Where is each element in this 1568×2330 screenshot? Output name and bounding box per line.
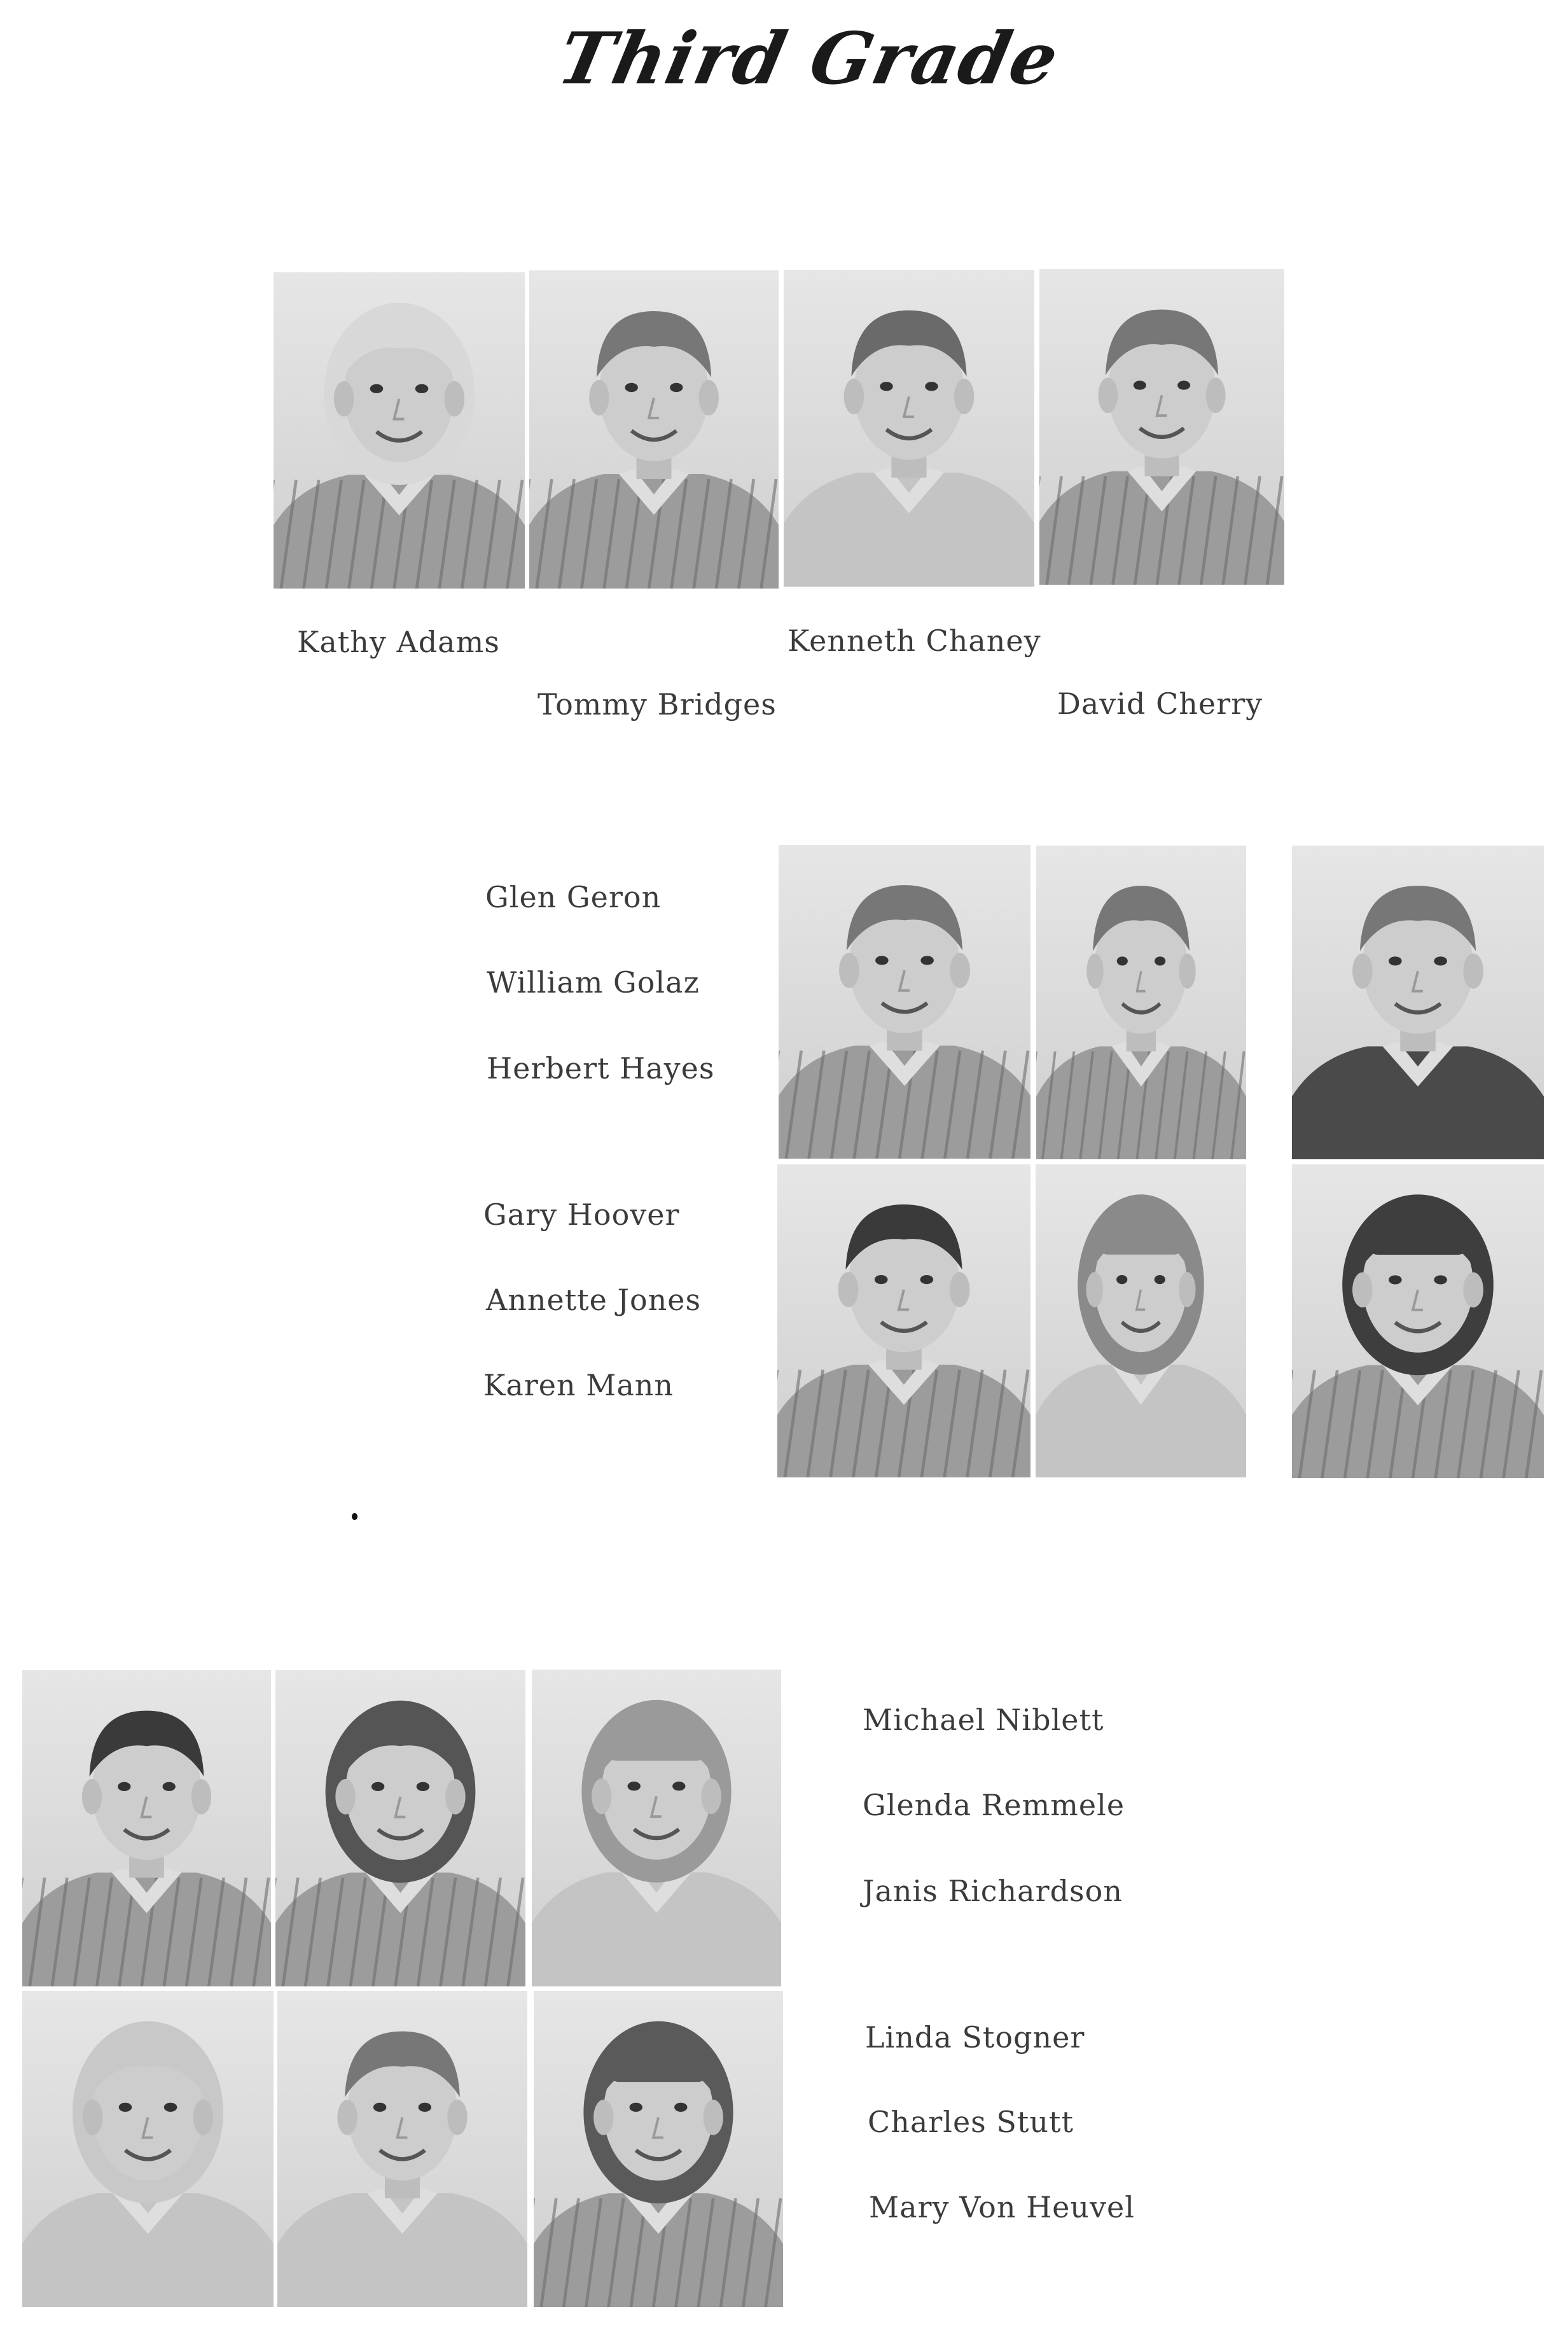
portrait-image [274,272,525,589]
student-photo-janis-richardson [532,1670,781,1986]
student-photo-annette-jones [1036,1164,1246,1477]
student-name: Kenneth Chaney [787,624,1041,658]
portrait-image [532,1670,781,1986]
student-name: Karen Mann [483,1368,674,1402]
student-name: William Golaz [487,965,700,1000]
student-name: Annette Jones [486,1283,702,1317]
student-name: Glen Geron [485,880,662,914]
student-photo-tommy-bridges [529,270,779,589]
student-name: Janis Richardson [863,1874,1123,1908]
portrait-image [1036,1164,1246,1477]
student-name: Linda Stogner [865,2020,1085,2054]
student-photo-glen-geron [779,845,1030,1159]
portrait-image [779,845,1030,1159]
portrait-image [275,1670,525,1986]
student-name: Mary Von Heuvel [869,2190,1135,2224]
portrait-image [529,270,779,589]
student-photo-herbert-hayes [1292,846,1544,1159]
portrait-image [1036,846,1246,1159]
student-photo-kenneth-chaney [784,270,1034,587]
portrait-image [22,1670,271,1986]
page-title: Third Grade [551,17,1067,101]
student-photo-william-golaz [1036,846,1246,1159]
portrait-image [1039,269,1284,585]
portrait-image [1292,1164,1544,1478]
student-name: Glenda Remmele [863,1788,1125,1822]
student-photo-david-cherry [1039,269,1284,585]
student-photo-karen-mann [1292,1164,1544,1478]
portrait-image [777,1164,1030,1477]
print-speck [352,1513,357,1520]
portrait-image [534,1991,783,2307]
student-photo-charles-stutt [277,1991,527,2307]
student-photo-kathy-adams [274,272,525,589]
student-name: Tommy Bridges [538,687,777,722]
student-photo-gary-hoover [777,1164,1030,1477]
portrait-image [784,270,1034,587]
portrait-image [1292,846,1544,1159]
student-photo-linda-stogner [22,1991,274,2307]
student-name: Charles Stutt [868,2105,1074,2139]
portrait-image [277,1991,527,2307]
student-photo-mary-von-heuvel [534,1991,783,2307]
student-photo-glenda-remmele [275,1670,525,1986]
student-name: Kathy Adams [297,625,500,659]
student-name: Herbert Hayes [487,1051,715,1085]
portrait-image [22,1991,274,2307]
student-photo-michael-niblett [22,1670,271,1986]
student-name: David Cherry [1057,687,1263,721]
student-name: Michael Niblett [863,1703,1104,1737]
student-name: Gary Hoover [483,1197,680,1232]
